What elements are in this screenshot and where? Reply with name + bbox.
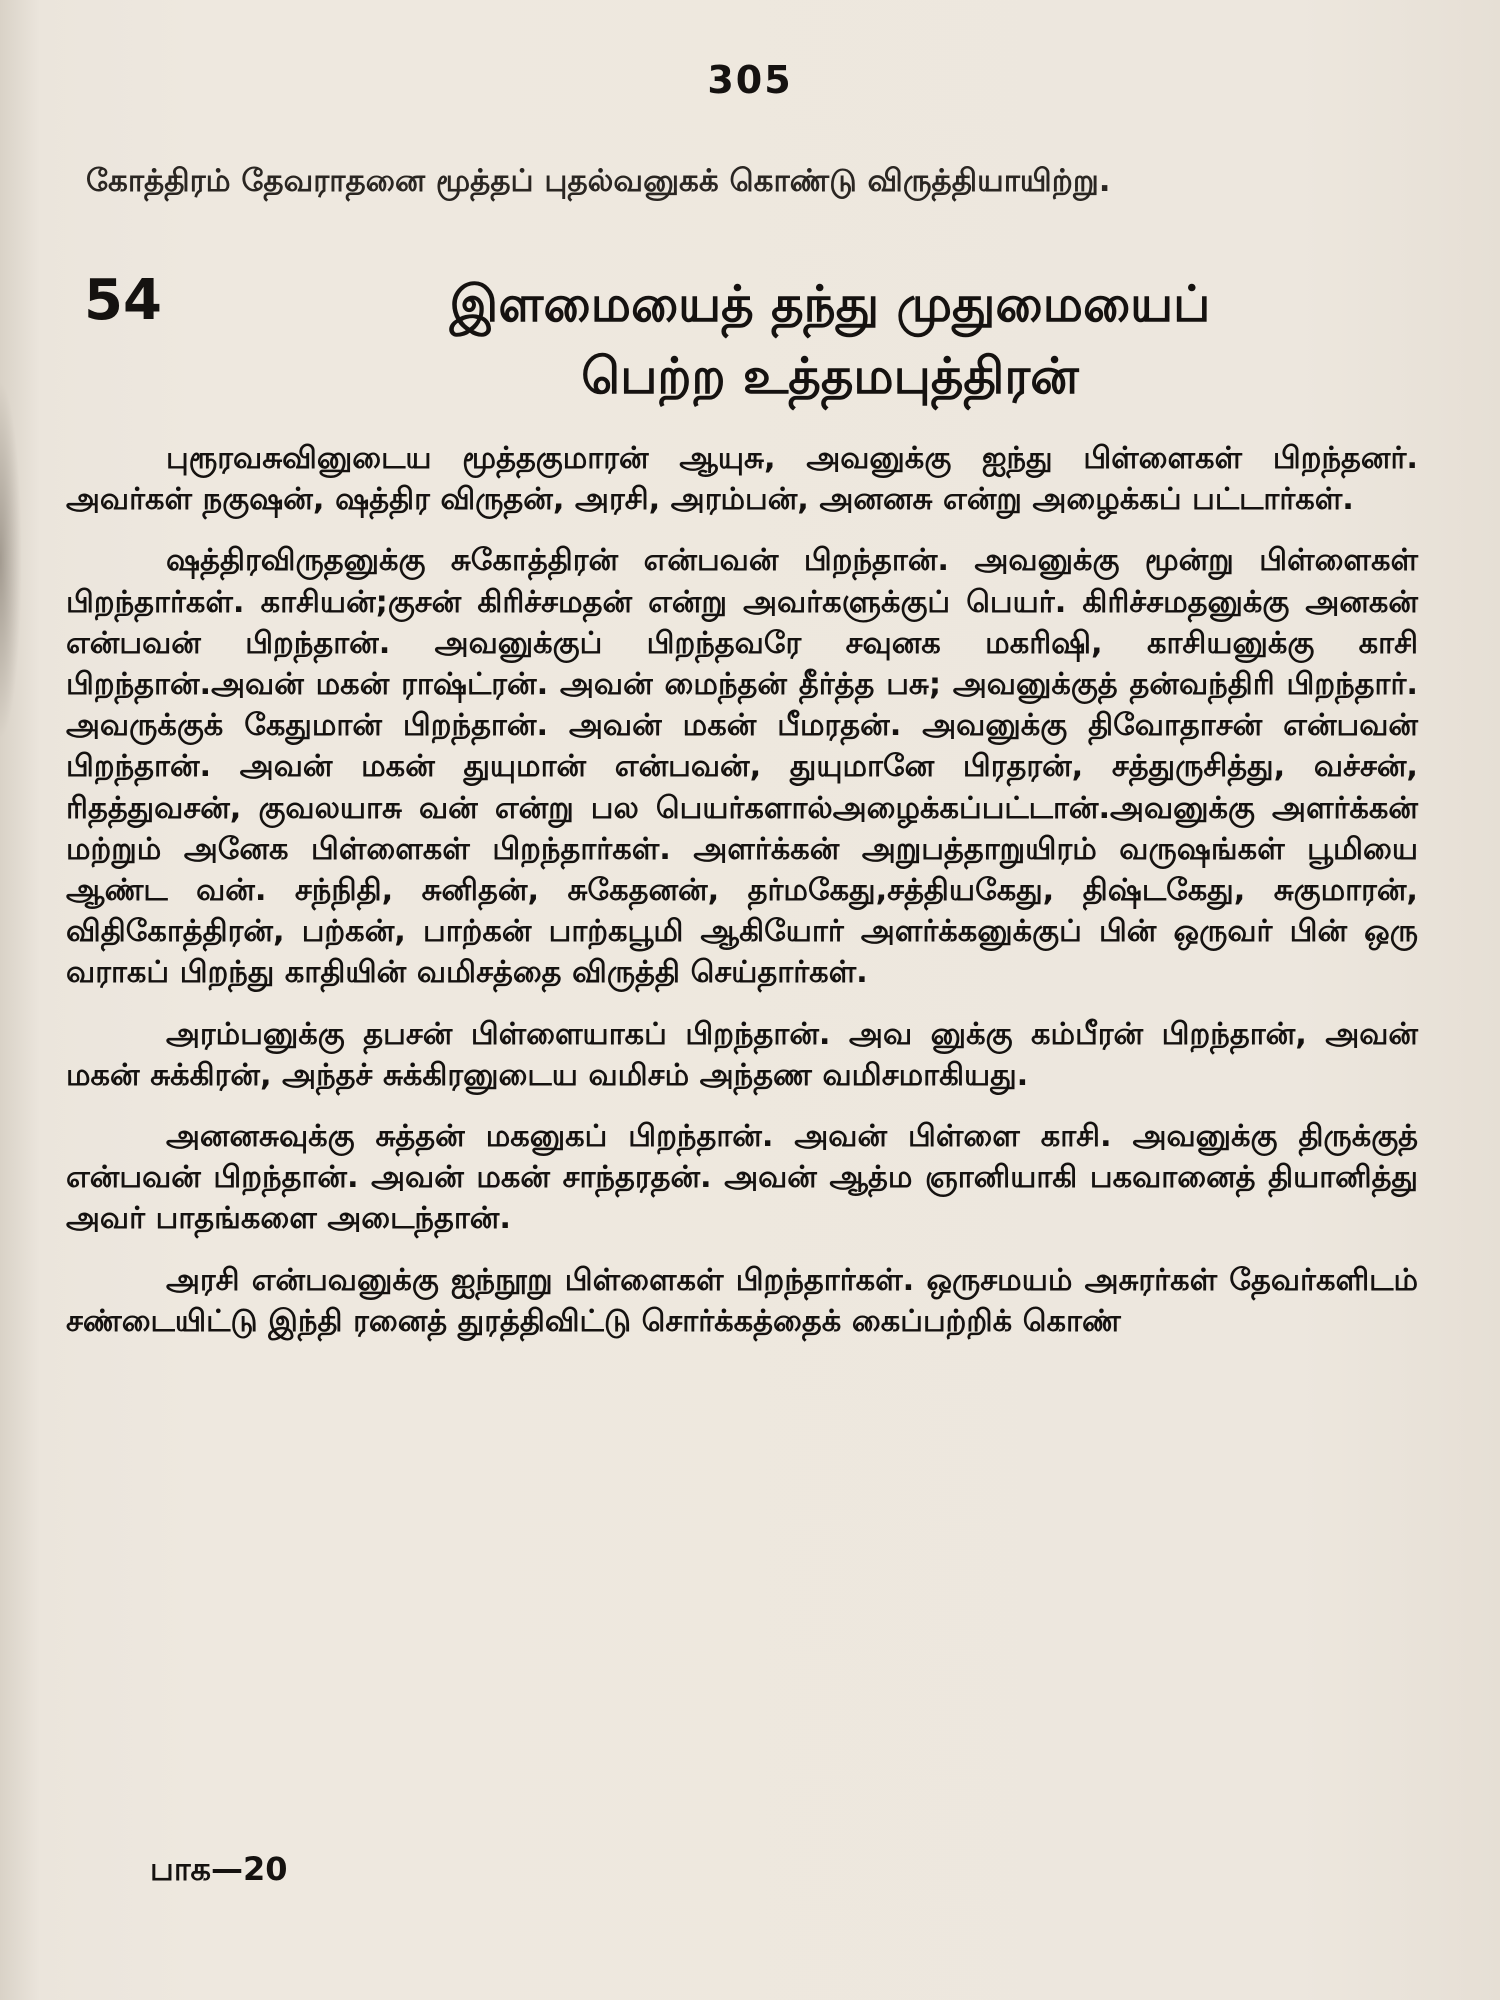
chapter-title-line-2: பெற்ற உத்தமபுத்திரன்: [581, 347, 1079, 405]
signature-mark: பாக—20: [150, 1850, 288, 1888]
paragraph: அனனசுவுக்கு சுத்தன் மகனுகப் பிறந்தான். அவன் பிள்ளை காசி. அவனுக்கு திருக்குத் என்பவன் பிறந்தான். அவன் மகன் சாந்தரதன். அவன் ஆத்ம ஞானியாகி பகவானைத் தியானித்து அவர் பாதங்களை அடைந்தான்.: [66, 1119, 1418, 1237]
paragraph: ஷத்திரவிருதனுக்கு சுகோத்திரன் என்பவன் பிறந்தான். அவனுக்கு மூன்று பிள்ளைகள் பிறந்தார்கள். காசியன்;குசன் கிரிச்சமதன் என்று அவர்களுக்குப் பெயர். கிரிச்சமதனுக்கு அனகன் என்பவன் பிறந்தான். அவனுக்குப் பிறந்தவரே சவுனக மகரிஷி, காசியனுக்கு காசி பிறந்தான்.அவன் மகன் ராஷ்ட்ரன். அவன் மைந்தன் தீர்த்த பசு; அவனுக்குத் தன்வந்திரி பிறந்தார். அவருக்குக் கேதுமான் பிறந்தான். அவன் மகன் பீமரதன். அவனுக்கு திவோதாசன் என்பவன் பிறந்தான். அவன் மகன் துயுமான் என்பவன், துயுமானே பிரதரன், சத்துருசித்து, வச்சன், ரிதத்துவசன், குவலயாசு வன் என்று பல பெயர்களால்அழைக்கப்பட்டான்.அவனுக்கு அளர்க்கன் மற்றும் அனேக பிள்ளைகள் பிறந்தார்கள். அளர்க்கன் அறுபத்தாறுயிரம் வருஷங்கள் பூமியை ஆண்ட வன். சந்நிதி, சுனிதன், சுகேதனன், தர்மகேது,சத்தியகேது, திஷ்டகேது, சுகுமாரன், விதிகோத்திரன், பற்கன், பாற்கன் பாற்கபூமி ஆகியோர் அளர்க்கனுக்குப் பின் ஒருவர் பின் ஒரு வராகப் பிறந்து காதியின் வமிசத்தை விருத்தி செய்தார்கள்.: [66, 543, 1418, 991]
chapter-number: 54: [84, 268, 162, 333]
paragraph: அரம்பனுக்கு தபசன் பிள்ளையாகப் பிறந்தான். அவ னுக்கு கம்பீரன் பிறந்தான், அவன் மகன் சுக்கிரன், அந்தச் சுக்கிரனுடைய வமிசம் அந்தண வமிசமாகியது.: [66, 1016, 1418, 1093]
chapter-title: [230, 268, 1430, 412]
chapter-title-line-1: இளமையைத் தந்து முதுமையைப்: [449, 275, 1211, 333]
page-number: 305: [707, 58, 793, 102]
carryover-text: கோத்திரம் தேவராதனை மூத்தப் புதல்வனுகக் கொண்டு விருத்தியாயிற்று.: [86, 163, 1111, 199]
body-text: [66, 438, 1418, 1362]
paragraph: அரசி என்பவனுக்கு ஐந்நூறு பிள்ளைகள் பிறந்தார்கள். ஒருசமயம் அசுரர்கள் தேவர்களிடம் சண்டையிட்டு இந்தி ரனைத் துரத்திவிட்டு சொர்க்கத்தைக் கைப்பற்றிக் கொண்: [66, 1262, 1418, 1339]
paragraph: புரூரவசுவினுடைய மூத்தகுமாரன் ஆயுசு, அவனுக்கு ஐந்து பிள்ளைகள் பிறந்தனர். அவர்கள் நகுஷன், ஷத்திர விருதன், அரசி, அரம்பன், அனனசு என்று அழைக்கப் பட்டார்கள்.: [66, 441, 1418, 518]
binding-shadow: [0, 380, 22, 740]
